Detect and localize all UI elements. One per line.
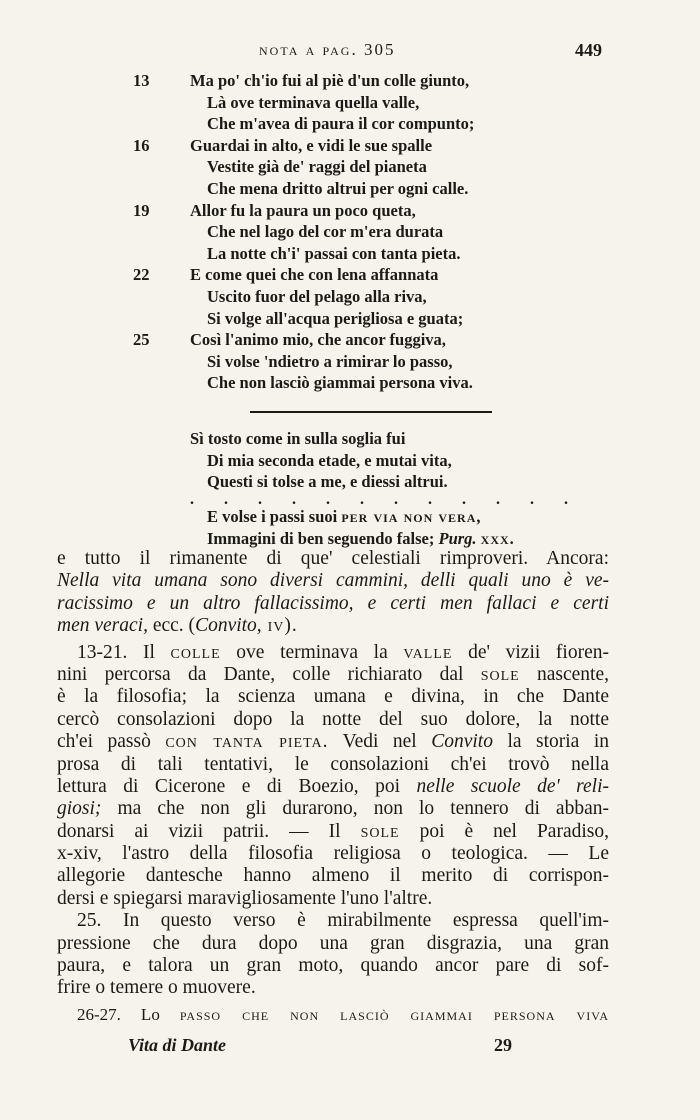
prose-line: paura, e talora un gran moto, quando ancor pare di sof- [57,955,609,977]
prose-line: pressione che dura dopo una gran disgrazia, una gran [57,932,609,954]
prose-line: allegorie dantesche hanno almeno il merito di corrispon- [57,865,609,887]
prose-line: e tutto il rimanente di que' celestiali rimproveri. Ancora: [57,548,609,569]
verse-text: E come quei che con lena affannata [190,265,439,285]
prose-line: 13-21. Il colle ove terminava la valle de' vizii fioren- [77,641,609,663]
quote-line [0,450,700,472]
verse-text: Vestite già de' raggi del pianeta [207,157,427,177]
verse-line [0,70,700,92]
verse-text: Ma po' ch'io fui al piè d'un colle giunto, [190,71,470,90]
prose-line: giosi; ma che non gli durarono, non lo tennero di abban- [57,798,609,820]
quote-line [0,428,700,450]
commentary [57,548,609,1026]
verse-line [0,286,700,308]
verse-number: 13 [133,71,150,90]
verse-line [0,372,700,394]
prose-line: prosa di tali tentativi, le consolazioni ch'ei trovò nella [57,753,609,775]
verse-number: 19 [133,200,150,220]
quote-text: Di mia seconda etade, e mutai vita, [207,450,452,470]
quoted-verse-tail [0,502,700,548]
verse-text: Che non lasciò giammai persona viva. [207,373,473,393]
prose-line: donarsi ai vizii patrii. — Il sole poi è nel Paradiso, [57,820,609,842]
verse-text: Che mena dritto altrui per ogni calle. [207,178,469,198]
verse-line [0,264,700,286]
verse-line [0,329,700,351]
verse-block [0,70,700,394]
verse-number: 25 [133,330,150,350]
prose-line: x-xiv, l'astro della filosofia religiosa o teologica. — Le [57,843,609,865]
quote-tail-line1-sc: per via non vera, [341,507,482,526]
prose-line: 26-27. Lo passo che non lasciò giammai persona viva [77,1004,610,1024]
prose-line: ch'ei passò con tanta pieta. Vedi nel Convito la storia in [57,731,610,753]
verse-text: Allor fu la paura un poco queta, [190,200,416,220]
verse-line [0,178,700,200]
quote-ref-canto: xxx. [480,528,515,548]
quote-text: Questi si tolse a me, e diessi altrui. [207,472,448,492]
verse-text: Che m'avea di paura il cor compunto; [207,114,475,134]
verse-text: Là ove terminava quella valle, [207,92,420,112]
verse-number: 16 [133,135,150,155]
prose-line: lettura di Cicerone e di Boezio, poi nelle scuole de' reli- [57,775,609,797]
prose-line: 25. In questo verso è mirabilmente espressa quell'im- [77,910,609,932]
prose-line: nini percorsa da Dante, colle richiarato dal sole nascente, [57,663,609,685]
signature-title: Vita di Dante [128,1035,227,1055]
quoted-verse [0,428,700,493]
quote-tail-line1: E volse i passi suoi [207,507,342,526]
prose-line: men veraci, ecc. (Convito, iv). [57,615,298,637]
verse-text: Uscito fuor del pelago alla riva, [207,286,427,306]
verse-text: Che nel lago del cor m'era durata [207,222,444,242]
prose-line: Nella vita umana sono diversi cammini, delli quali uno è ve- [57,570,609,592]
prose-line: dersi e spiegarsi maravigliosamente l'uno l'altre. [57,887,433,909]
prose-line: racissimo e un altro fallacissimo, e certi men fallaci e certi [57,592,609,614]
quote-text: Sì tosto come in sulla soglia fui [190,429,406,448]
verse-text: La notte ch'i' passai con tanta pieta. [207,243,461,263]
verse-text: Così l'animo mio, che ancor fuggiva, [190,330,446,350]
quote-ref-work: Purg. [438,528,477,548]
verse-line [0,351,700,373]
header-title: nota a pag. 305 [259,40,396,59]
prose-line: cercò consolazioni dopo la notte del suo dolore, la notte [57,708,609,730]
ellipsis-line: . . . . . . . . . . . . [190,491,581,508]
verse-text: Si volge all'acqua perigliosa e guata; [207,308,464,328]
verse-line [0,135,700,157]
verse-line [0,243,700,265]
verse-number: 22 [133,265,150,285]
verse-line [0,221,700,243]
signature-number: 29 [494,1035,512,1055]
quote-tail-line2: Immagini di ben seguendo false; [207,528,435,548]
running-header [0,40,700,64]
prose-line: è la filosofia; la scienza umana e divina, in che Dante [57,686,609,708]
verse-text: Guardai in alto, e vidi le sue spalle [190,135,433,155]
quote-line [0,471,700,493]
verse-line [0,92,700,114]
page-number: 449 [575,40,602,60]
section-divider [250,411,492,413]
verse-line [0,156,700,178]
verse-line [0,113,700,135]
prose-line: frire o temere o muovere. [57,977,256,999]
verse-line [0,200,700,222]
verse-line [0,308,700,330]
verse-text: Si volse 'ndietro a rimirar lo passo, [207,351,453,371]
